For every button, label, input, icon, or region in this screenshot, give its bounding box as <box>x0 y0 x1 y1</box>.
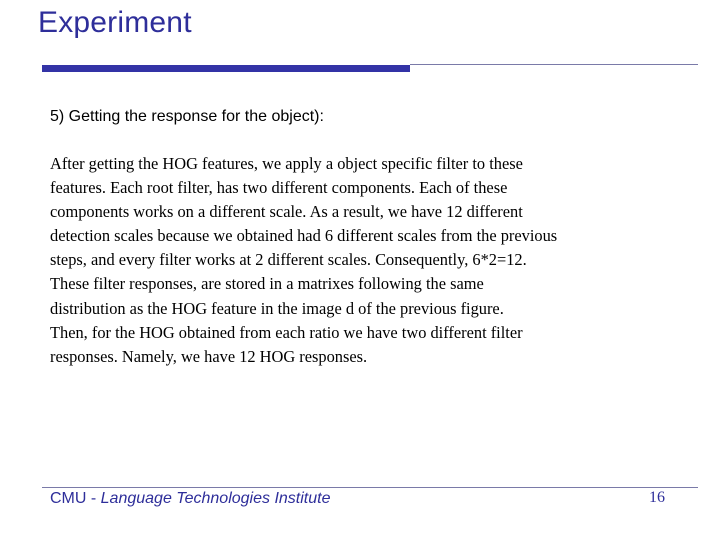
slide-title: Experiment <box>38 6 192 39</box>
body-line: distribution as the HOG feature in the image d of the previous figure. <box>50 298 504 318</box>
page-number: 16 <box>649 489 665 506</box>
title-underline-thin <box>410 64 698 65</box>
footer-divider <box>42 487 698 488</box>
body-line: These filter responses, are stored in a matrixes following the same <box>50 274 484 294</box>
section-heading: 5) Getting the response for the object): <box>50 108 324 125</box>
body-line: responses. Namely, we have 12 HOG responses. <box>50 346 368 366</box>
title-underline-bar <box>42 65 410 72</box>
body-line: features. Each root filter, has two different components. Each of these <box>50 178 508 198</box>
body-paragraph <box>50 152 690 369</box>
body-line: steps, and every filter works at 2 different scales. Consequently, 6*2=12. <box>50 250 527 270</box>
body-line: components works on a different scale. As a result, we have 12 different <box>50 202 523 222</box>
footer-institute: Language Technologies Institute <box>100 490 331 507</box>
footer-org: CMU - <box>50 490 101 507</box>
footer-credit <box>50 490 330 508</box>
body-line: After getting the HOG features, we apply a object specific filter to these <box>50 154 523 173</box>
body-line: Then, for the HOG obtained from each ratio we have two different filter <box>50 322 523 342</box>
body-line: detection scales because we obtained had 6 different scales from the previous <box>50 226 558 246</box>
